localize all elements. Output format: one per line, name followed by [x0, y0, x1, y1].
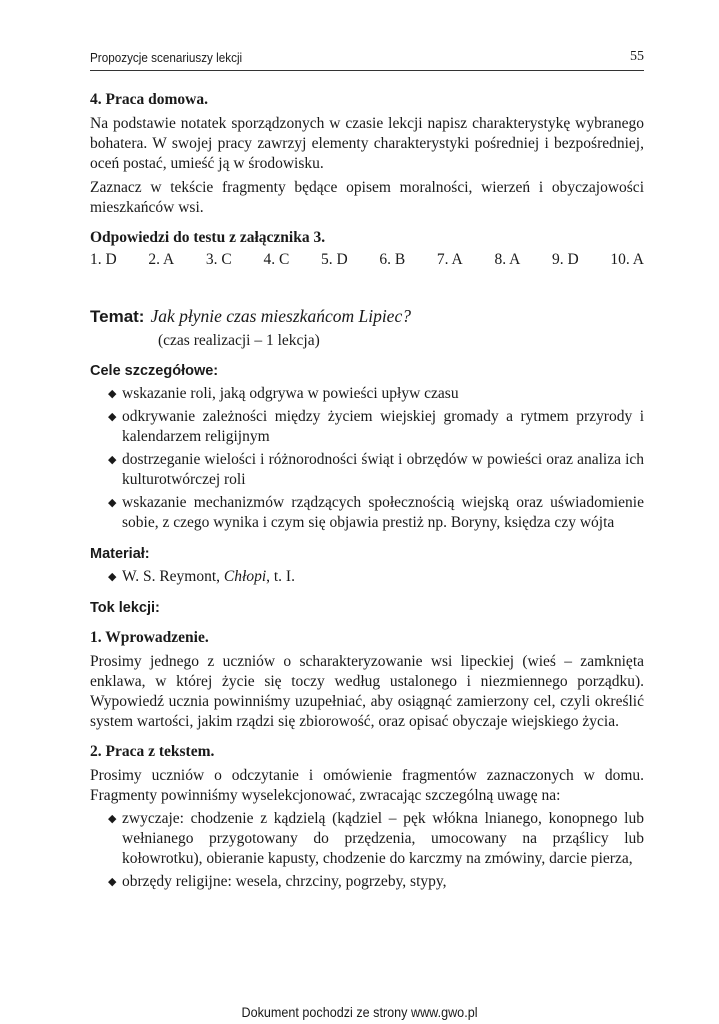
- book-title: Chłopi: [223, 568, 267, 585]
- page-footer: Dokument pochodzi ze strony www.gwo.pl: [241, 1004, 478, 1020]
- answer-item: 1. D: [90, 251, 117, 268]
- answer-item: 9. D: [551, 251, 579, 268]
- bullet-diamond-icon: ◆: [108, 876, 117, 888]
- step-text: Prosimy jednego z uczniów o scharakteryzowanie wsi lipeckiej (wieś – zamknięta enklawa, w której życie się toczy według ustalonego i niezmiennego porządku). Wypowiedź ucznia powinniśmy uzupełniać, aby osiągnąć zamierzony cel, czyli określić system wartości, jakim rządzi się zbiorowość, oraz opisać obyczaje wiejskiego życia.: [90, 653, 644, 730]
- homework-paragraph: Na podstawie notatek sporządzonych w czasie lekcji napisz charakterystykę wybranego bohatera. W swojej pracy zawrzyj elementy charakterystyki pośredniej i bezpośredniej, oceń postać, umieść ją w środowisku.: [90, 115, 644, 172]
- step-heading: 1. Wprowadzenie.: [90, 629, 209, 646]
- homework-paragraph: Zaznacz w tekście fragmenty będące opisem moralności, wierzeń i obyczajowości mieszkańców wsi.: [90, 179, 644, 216]
- list-item: ◆ dostrzeganie wielości i różnorodności świąt i obrzędów w powieści oraz analiza ich kulturotwórczej roli: [108, 451, 644, 488]
- bullet-diamond-icon: ◆: [108, 388, 117, 400]
- answers-heading: Odpowiedzi do testu z załącznika 3.: [90, 229, 326, 246]
- answer-item: 10. A: [610, 251, 644, 268]
- step-text: Prosimy uczniów o odczytanie i omówienie fragmentów zaznaczonych w domu. Fragmenty powinniśmy wyselekcjonować, zwracając szczególną uwagę na:: [90, 767, 644, 804]
- list-item: ◆ W. S. Reymont, Chłopi, t. I.: [108, 568, 295, 585]
- answer-item: 4. C: [263, 251, 290, 268]
- lesson-heading: Tok lekcji:: [90, 600, 160, 616]
- bullet-diamond-icon: ◆: [108, 454, 117, 466]
- answer-item: 2. A: [148, 251, 175, 268]
- list-item: ◆ obrzędy religijne: wesela, chrzciny, pogrzeby, stypy,: [108, 873, 447, 890]
- goals-heading: Cele szczegółowe:: [90, 363, 219, 379]
- bullet-diamond-icon: ◆: [108, 813, 117, 825]
- page-header: [90, 50, 644, 71]
- list-item: ◆ odkrywanie zależności między życiem wiejskiej gromady a rytmem przyrody i kalendarzem religijnym: [108, 408, 644, 445]
- answer-item: 5. D: [320, 251, 348, 268]
- answer-item: 8. A: [494, 251, 521, 268]
- list-item: ◆ wskazanie roli, jaką odgrywa w powieści upływ czasu: [108, 385, 459, 402]
- material-heading: Materiał:: [90, 546, 150, 562]
- topic-title: [90, 306, 644, 327]
- bullet-diamond-icon: ◆: [108, 411, 117, 423]
- page-content: [90, 90, 644, 895]
- homework-heading: 4. Praca domowa.: [90, 91, 208, 108]
- list-item: ◆ zwyczaje: chodzenie z kądzielą (kądziel – pęk włókna lnianego, konopnego lub wełnianego przygotowany do przędzenia, umocowany na prząślicy lub kołowrotku), obieranie kapusty, chodzenie do karczmy na zmówiny, darcie pierza,: [108, 810, 644, 867]
- topic-duration: (czas realizacji – 1 lekcja): [158, 332, 320, 349]
- answer-item: 6. B: [379, 251, 406, 268]
- topic-label: Temat:: [90, 307, 145, 326]
- answers-row: [90, 250, 644, 270]
- header-title: Propozycje scenariuszy lekcji: [90, 50, 243, 65]
- step2-list: [90, 809, 644, 892]
- answer-item: 3. C: [205, 251, 232, 268]
- list-item: ◆ wskazanie mechanizmów rządzących społecznością wiejską oraz uświadomienie sobie, z czego wynika i czym się objawia prestiż np. Boryny, księdza czy wójta: [108, 494, 644, 531]
- answer-item: 7. A: [436, 251, 463, 268]
- topic-text: Jak płynie czas mieszkańcom Lipiec?: [150, 306, 411, 326]
- step-heading: 2. Praca z tekstem.: [90, 743, 215, 760]
- bullet-diamond-icon: ◆: [108, 571, 117, 583]
- goals-list: [90, 384, 644, 533]
- bullet-diamond-icon: ◆: [108, 497, 117, 509]
- page-number: 55: [630, 49, 644, 64]
- material-list: [90, 567, 644, 587]
